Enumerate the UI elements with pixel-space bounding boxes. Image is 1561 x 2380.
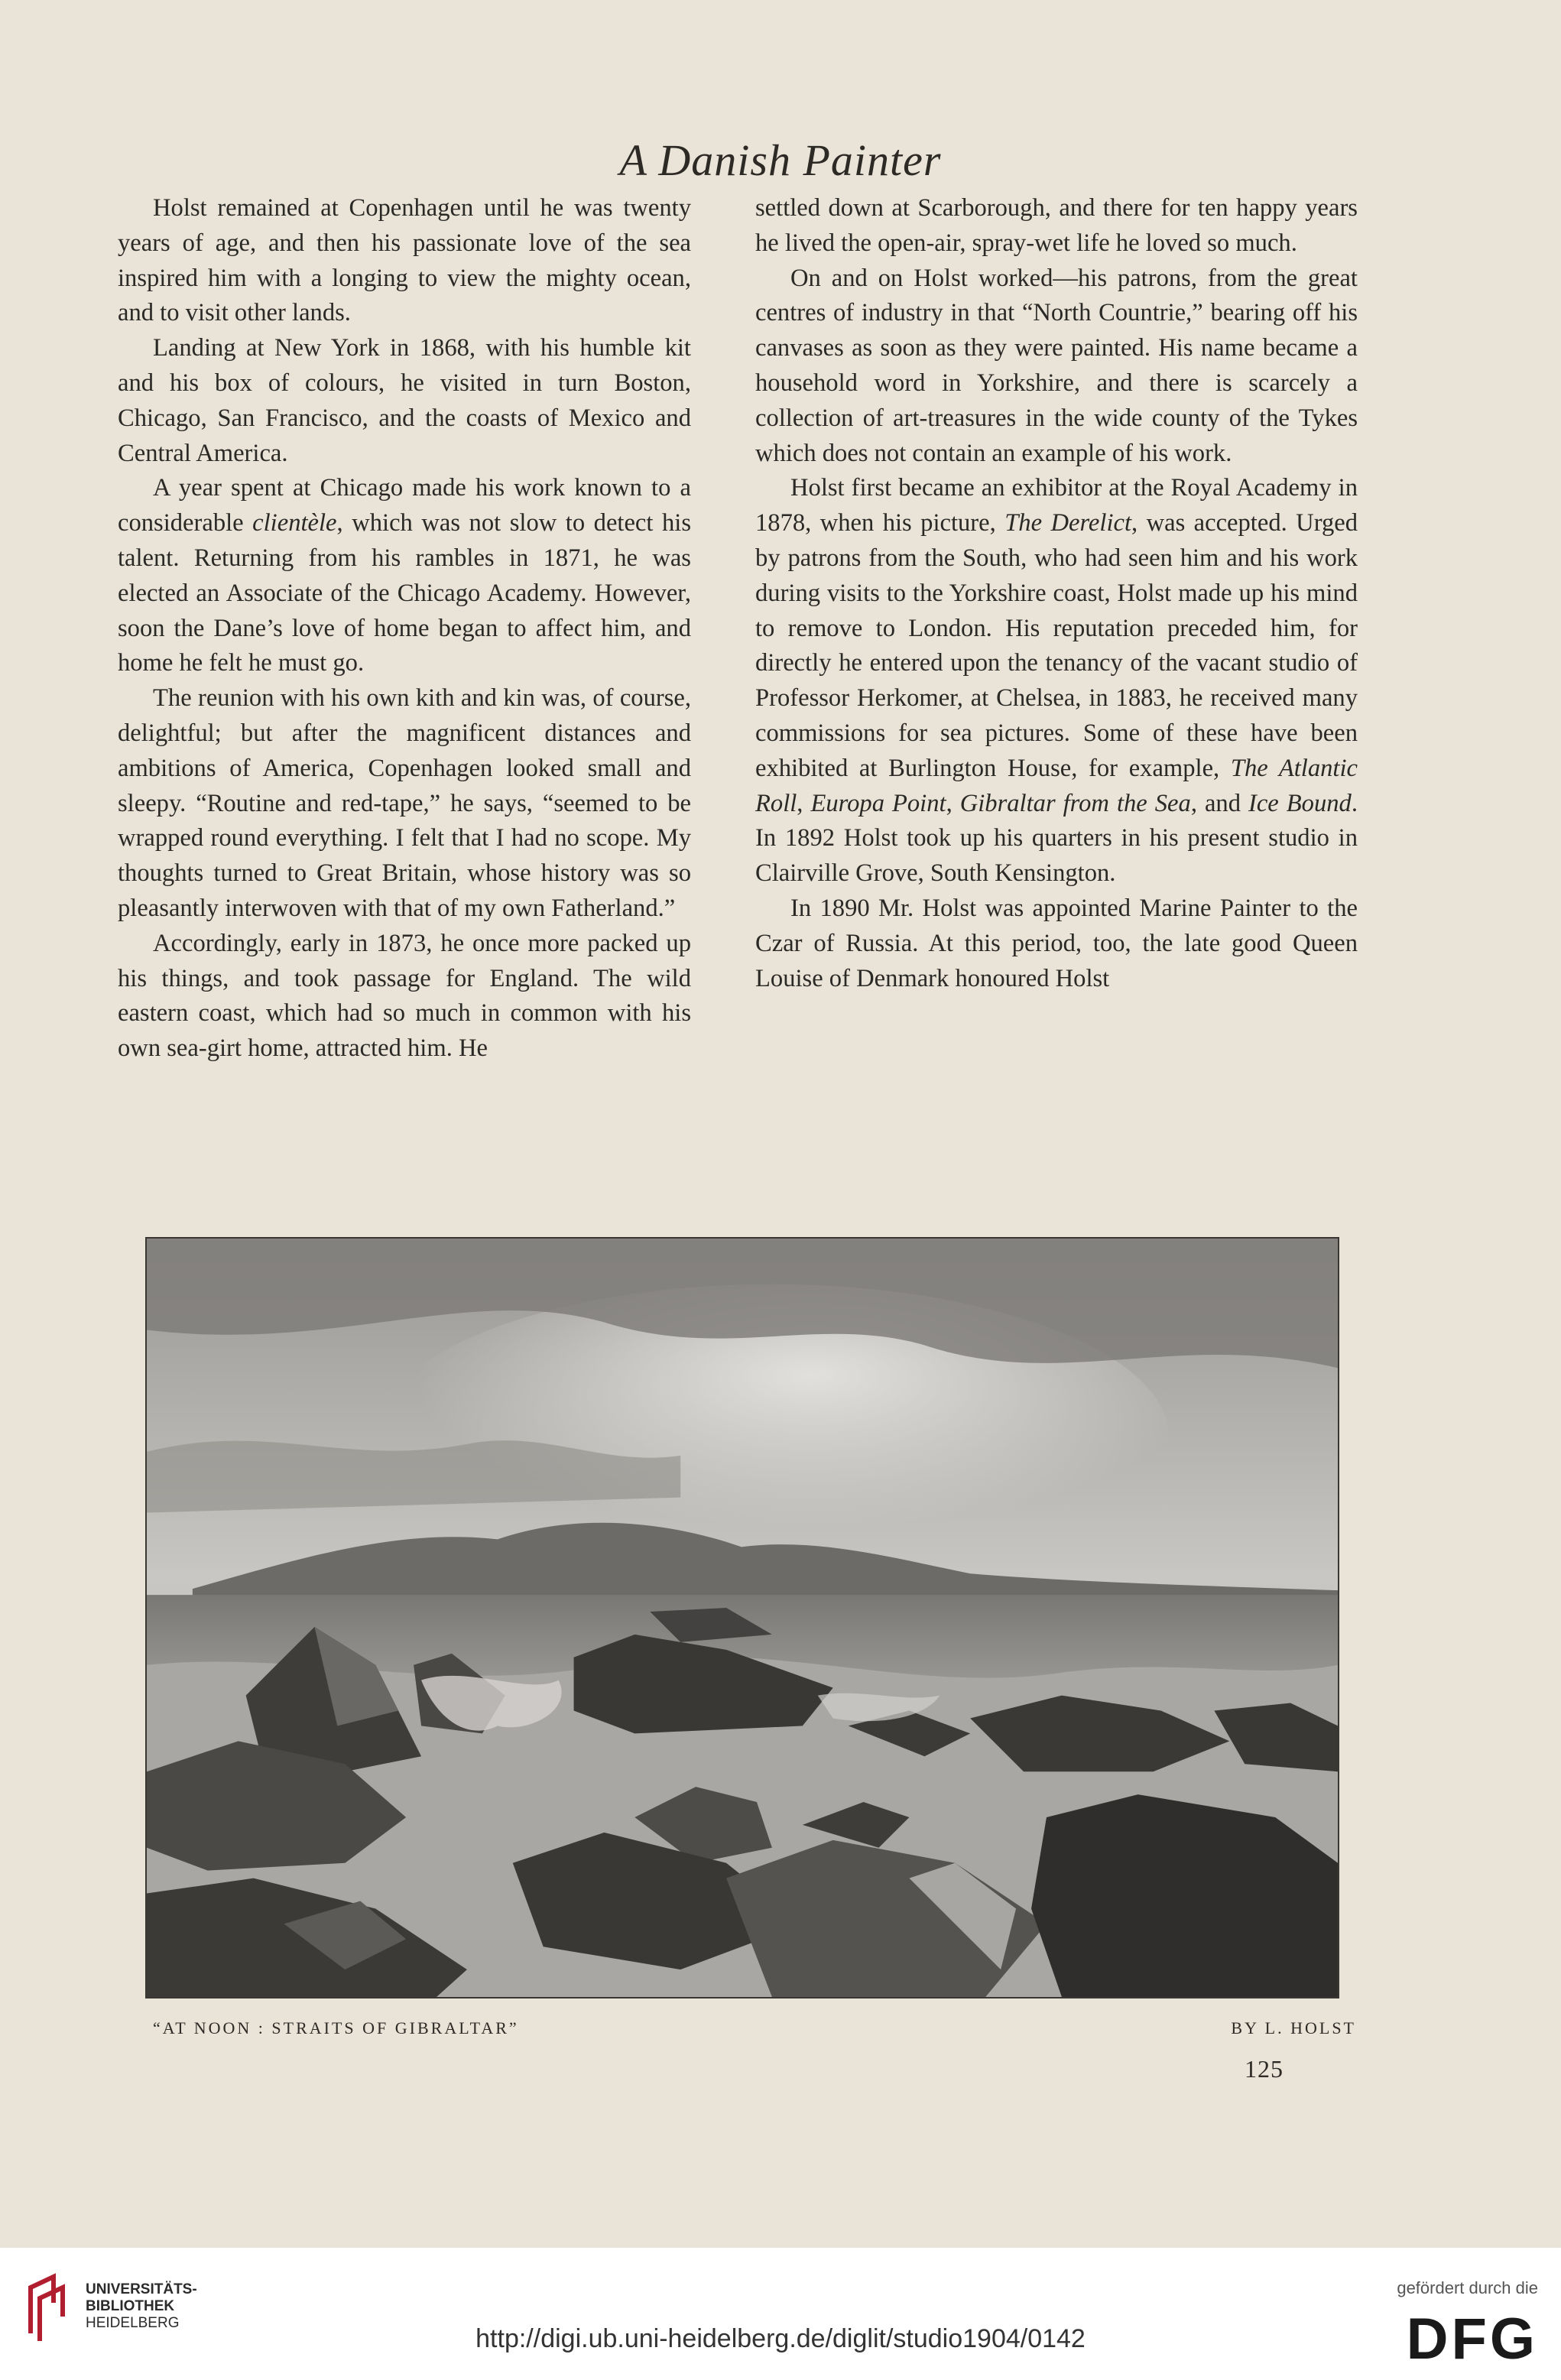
painting-title: Ice Bound bbox=[1248, 789, 1352, 817]
text-run: Holst first became an exhibitor at the Royal Academy in 1878, when his picture, bbox=[755, 474, 1358, 537]
text-run: , was accepted. Urged by patrons from the South, who had seen him and his work during visits to the Yorkshire coast, Holst made up his mind to remove to London. His reputation preceded him, for directly he entered upon the tenancy of the vacant studio of Professor Herkomer, at Chelsea, in 1883, he received many commissions for sea pictures. Some of these have been exhibited at Burlington House, for example, bbox=[755, 509, 1358, 782]
painting-title: Europa Point bbox=[810, 789, 946, 817]
dfg-logo: DFG bbox=[1406, 2307, 1538, 2372]
text-run: , bbox=[946, 789, 960, 817]
digitization-footer bbox=[0, 2248, 1561, 2380]
text-run: A year spent at Chicago made his work known to a considerable bbox=[118, 474, 691, 537]
figure-caption-title: “AT NOON : STRAITS OF GIBRALTAR” bbox=[153, 2018, 519, 2037]
paragraph: Landing at New York in 1868, with his humble kit and his box of colours, he visited in turn Boston, Chicago, San Francisco, and the coasts of Mexico and Central America. bbox=[118, 334, 691, 467]
right-column bbox=[755, 191, 1358, 996]
painting-title: The Atlantic Roll bbox=[755, 754, 1358, 817]
italic-term: clientèle bbox=[252, 509, 337, 537]
page-number: 125 bbox=[1245, 2055, 1284, 2083]
paragraph: Holst remained at Copenhagen until he was twenty years of age, and then his passionate love of the sea inspired him with a longing to view the mighty ocean, and to visit other lands. bbox=[118, 194, 691, 327]
figure-caption-artist: BY L. HOLST bbox=[1231, 2018, 1356, 2037]
library-name-line: HEIDELBERG bbox=[86, 2315, 180, 2331]
paragraph: The reunion with his own kith and kin was, of course, delightful; but after the magnificent distances and ambitions of America, Copenhagen looked small and sleepy. “Routine and red-tape,” he says, “seemed to be wrapped round everything. I felt that I had no scope. My thoughts turned to Great Britain, whose history was so pleasantly interwoven with that of my own Fatherland.” bbox=[118, 684, 691, 922]
seascape-painting bbox=[145, 1237, 1339, 1998]
library-name-line: BIBLIOTHEK bbox=[86, 2298, 175, 2314]
funded-by-label: gefördert durch die bbox=[1397, 2278, 1538, 2297]
painting-title: Gibraltar from the Sea bbox=[959, 789, 1191, 817]
running-title: A Danish Painter bbox=[619, 135, 942, 185]
left-column bbox=[118, 191, 691, 1067]
paragraph: Accordingly, early in 1873, he once more packed up his things, and took passage for England. The wild eastern coast, which had so much in common with his own sea-girt home, attracted him. He bbox=[118, 929, 691, 1063]
text-run: , and bbox=[1190, 789, 1248, 817]
text-run: , which was not slow to detect his talent. Returning from his rambles in 1871, he was elected an Associate of the Chicago Academy. However, soon the Dane’s love of home began to affect him, and home he felt he must go. bbox=[118, 509, 691, 677]
paragraph: In 1890 Mr. Holst was appointed Marine Painter to the Czar of Russia. At this period, too, the late good Queen Louise of Denmark honoured Holst bbox=[755, 894, 1358, 992]
paragraph bbox=[118, 471, 691, 681]
seascape-illustration bbox=[147, 1239, 1338, 1997]
paragraph bbox=[755, 471, 1358, 891]
library-name-line: UNIVERSITÄTS- bbox=[86, 2281, 197, 2297]
text-run: , bbox=[797, 789, 811, 817]
source-url-link[interactable]: http://digi.ub.uni-heidelberg.de/diglit/studio1904/0142 bbox=[475, 2324, 1086, 2353]
text-run: . In 1892 Holst took up his quarters in his present studio in Clairville Grove, South Kensington. bbox=[755, 789, 1358, 888]
paragraph-continued: settled down at Scarborough, and there for ten happy years he lived the open-air, spray-wet life he loved so much. bbox=[755, 194, 1358, 257]
paragraph: On and on Holst worked—his patrons, from the great centres of industry in that “North Countrie,” bearing off his canvases as soon as they were painted. His name became a household word in Yorkshire, and there is scarcely a collection of art-treasures in the wide county of the Tykes which does not contain an example of his work. bbox=[755, 264, 1358, 467]
painting-title: The Derelict bbox=[1004, 509, 1132, 537]
